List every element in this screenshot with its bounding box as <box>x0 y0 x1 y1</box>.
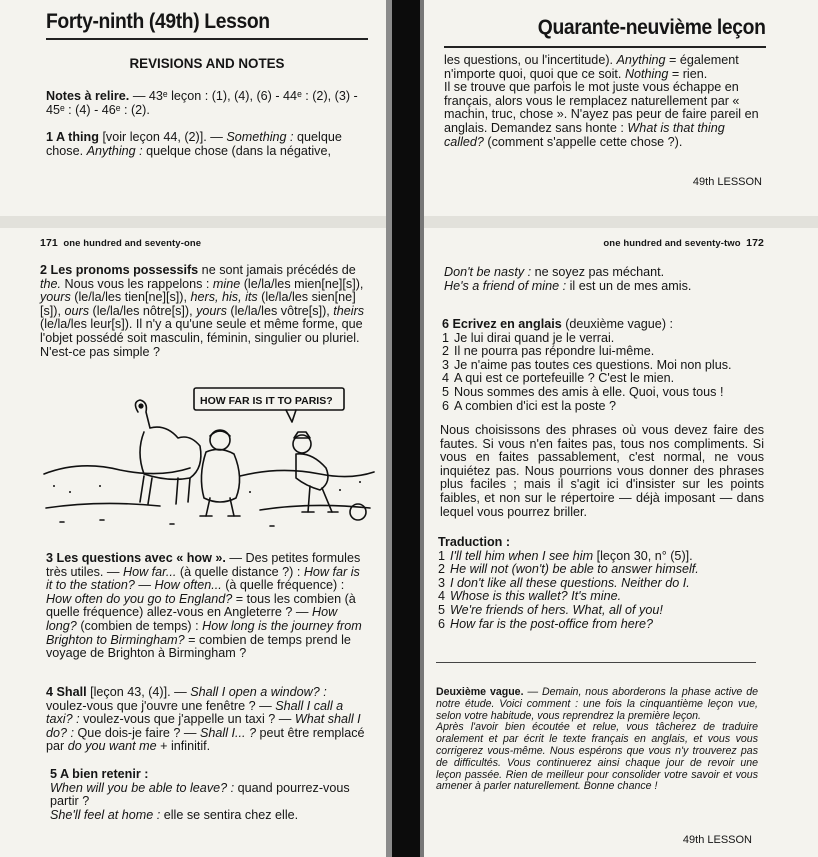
left-page <box>0 0 392 857</box>
right-page <box>420 0 818 857</box>
exercise-item: 5 Nous sommes des amis à elle. Quoi, vous tous ! <box>442 384 724 399</box>
exercise-explanation: Nous choisissons des phrases où vous devez faire des fautes. Si vous n'en faites pas, tous nos compliments. Si vous en faites passablement, c'est normal, ne vous inquiétez pas. Nous pourrions vous donner des phrases plus faciles ; mais il s'agit ici d'insister sur les points faibles, et non sur le répertoire — déjà imposant — dans lequel vous pourrez briller. <box>440 423 764 519</box>
translation-item: 1 I'll tell him when I see him [leçon 30, n° (5)]. <box>438 548 693 563</box>
section-divider <box>436 662 756 663</box>
notes-to-reread: Notes à relire. — 43ᵉ leçon : (1), (4), (6) - 44ᵉ : (2), (3) - 45ᵉ : (4) - 46ᵉ : (2). <box>46 89 358 117</box>
exercise-section: 6 Ecrivez en anglais (deuxième vague) : 1 Je lui dirai quand je le verrai. 2 Il ne pourra pas répondre lui-même. 3 Je n'aime pas toutes ces questions. Moi non plus. 4 A qui est ce portefeuille ? C'est le mien. 5 Nous sommes des amis à elle. Quoi, vous tous ! 6 A combien d'ici est la poste ? <box>442 318 764 413</box>
examples-intro <box>444 266 764 293</box>
note-5: 5 A bien retenir : When will you be able to leave? : quand pourrez-vous partir ? She'll feel at home : elle se sentira chez elle. <box>50 767 350 822</box>
lesson-title-fr: Quarante-neuvième leçon <box>538 16 766 39</box>
cartoon-bubble-text: HOW FAR IS IT TO PARIS? <box>200 395 333 407</box>
note-1: 1 A thing [voir leçon 44, (2)]. — Something : quelque chose. Anything : quelque chose (dans la négative, <box>46 130 342 158</box>
translation-item: 3 I don't like all these questions. Neither do I. <box>438 575 690 590</box>
title-rule <box>46 38 368 40</box>
page-number-172: one hundred and seventy-two 172 <box>603 237 764 249</box>
translation-section: Traduction : 1 I'll tell him when I see him [leçon 30, n° (5)]. 2 He will not (won't) be able to answer himself. 3 I don't like all these questions. Neither do I. 4 Whose is this wallet? It's mine. 5 We're friends of hers. What, all of you! 6 How far is the post-office from here? <box>438 536 768 631</box>
note-3: 3 Les questions avec « how ». — Des petites formules très utiles. — How far... (à quelle distance ?) : How far is it to the station? — How often... (à quelle fréquence) : How often do you go to England? = tous les combien (à quelle fréquence) allez-vous en Angleterre ? — How long? (combien de temps) : How long is the journey from Brighton to Birmingham? = combien de temps prend le voyage de Brighton à Birmingham ? <box>46 551 362 661</box>
book-gutter <box>392 0 420 857</box>
note-4: 4 Shall [leçon 43, (4)]. — Shall I open a window? : voulez-vous que j'ouvre une fenêtre ? — Shall I call a taxi? : voulez-vous que j'appelle un taxi ? — What shall I do? : Que dois-je faire ? — Shall I... ? peut être remplacé par do you want me + infinitif. <box>46 685 365 754</box>
example-2: He's a friend of mine : il est un de mes amis. <box>444 278 692 293</box>
note-2: 2 Les pronoms possessifs ne sont jamais précédés de the. Nous vous les rappelons : mine (le/la/les mien[ne][s]), yours (le/la/les tien[ne][s]), hers, his, its (le/la/les sien[ne][s]), ours (le/la/les nôtre[s]), yours (le/la/les vôtre[s]), theirs (le/la/les leur[s]). Il n'y a qu'une seule et même forme, que l'objet possédé soit masculin, féminin, singulier ou pluriel. N'est-ce pas simple ? <box>40 263 365 359</box>
deuxieme-vague-note: Deuxième vague. — Demain, nous aborderons la phase active de notre étude. Voici comment : une fois la cinquantième leçon vue, selon votre habitude, vous reprendrez la première leçon. Après l'avoir bien écoutée et relue, vous tâcherez de traduire oralement et par écrit le texte français en anglais, et vous vous corrigerez vous-même. Nous espérons que vous n'y trouverez pas de difficultés. Vous continuerez ainsi chaque jour de revoir une leçon passée. Rien de meilleur pour consolider votre savoir et vous amener à parler naturellement. Bonne chance ! <box>436 686 758 793</box>
exercise-item: 1 Je lui dirai quand je le verrai. <box>442 330 615 345</box>
lesson-footer-top: 49th LESSON <box>692 176 762 188</box>
lesson-footer-bottom: 49th LESSON <box>682 834 752 846</box>
section-title: REVISIONS AND NOTES <box>129 56 285 71</box>
cartoon-camel-desert <box>40 382 380 532</box>
translation-item: 5 We're friends of hers. What, all of you! <box>438 602 663 617</box>
translation-item: 6 How far is the post-office from here? <box>438 616 653 631</box>
page-number-171: 171 one hundred and seventy-one <box>40 237 202 249</box>
translation-item: 4 Whose is this wallet? It's mine. <box>438 589 622 604</box>
title-rule-right <box>444 46 766 48</box>
lesson-title-en: Forty-ninth (49th) Lesson <box>46 10 270 33</box>
translation-item: 2 He will not (won't) be able to answer himself. <box>438 562 699 577</box>
exercise-item: 6 A combien d'ici est la poste ? <box>442 398 617 413</box>
example-1: Don't be nasty : ne soyez pas méchant. <box>444 265 665 279</box>
note-1-continued: les questions, ou l'incertitude). Anything = également n'importe quoi, quoi que ce soit. Nothing = rien. Il se trouve que parfois le mot juste vous échappe en français, alors vous le remplacez naturellement par « machin, truc, chose ». N'ayez pas peur de faire pareil en anglais. Demandez sans honte : What is that thing called? (comment s'appelle cette chose ?). <box>444 53 759 149</box>
exercise-item: 2 Il ne pourra pas répondre lui-même. <box>442 344 655 359</box>
exercise-item: 3 Je n'aime pas toutes ces questions. Moi non plus. <box>442 357 732 372</box>
exercise-item: 4 A qui est ce portefeuille ? C'est le mien. <box>442 371 675 386</box>
